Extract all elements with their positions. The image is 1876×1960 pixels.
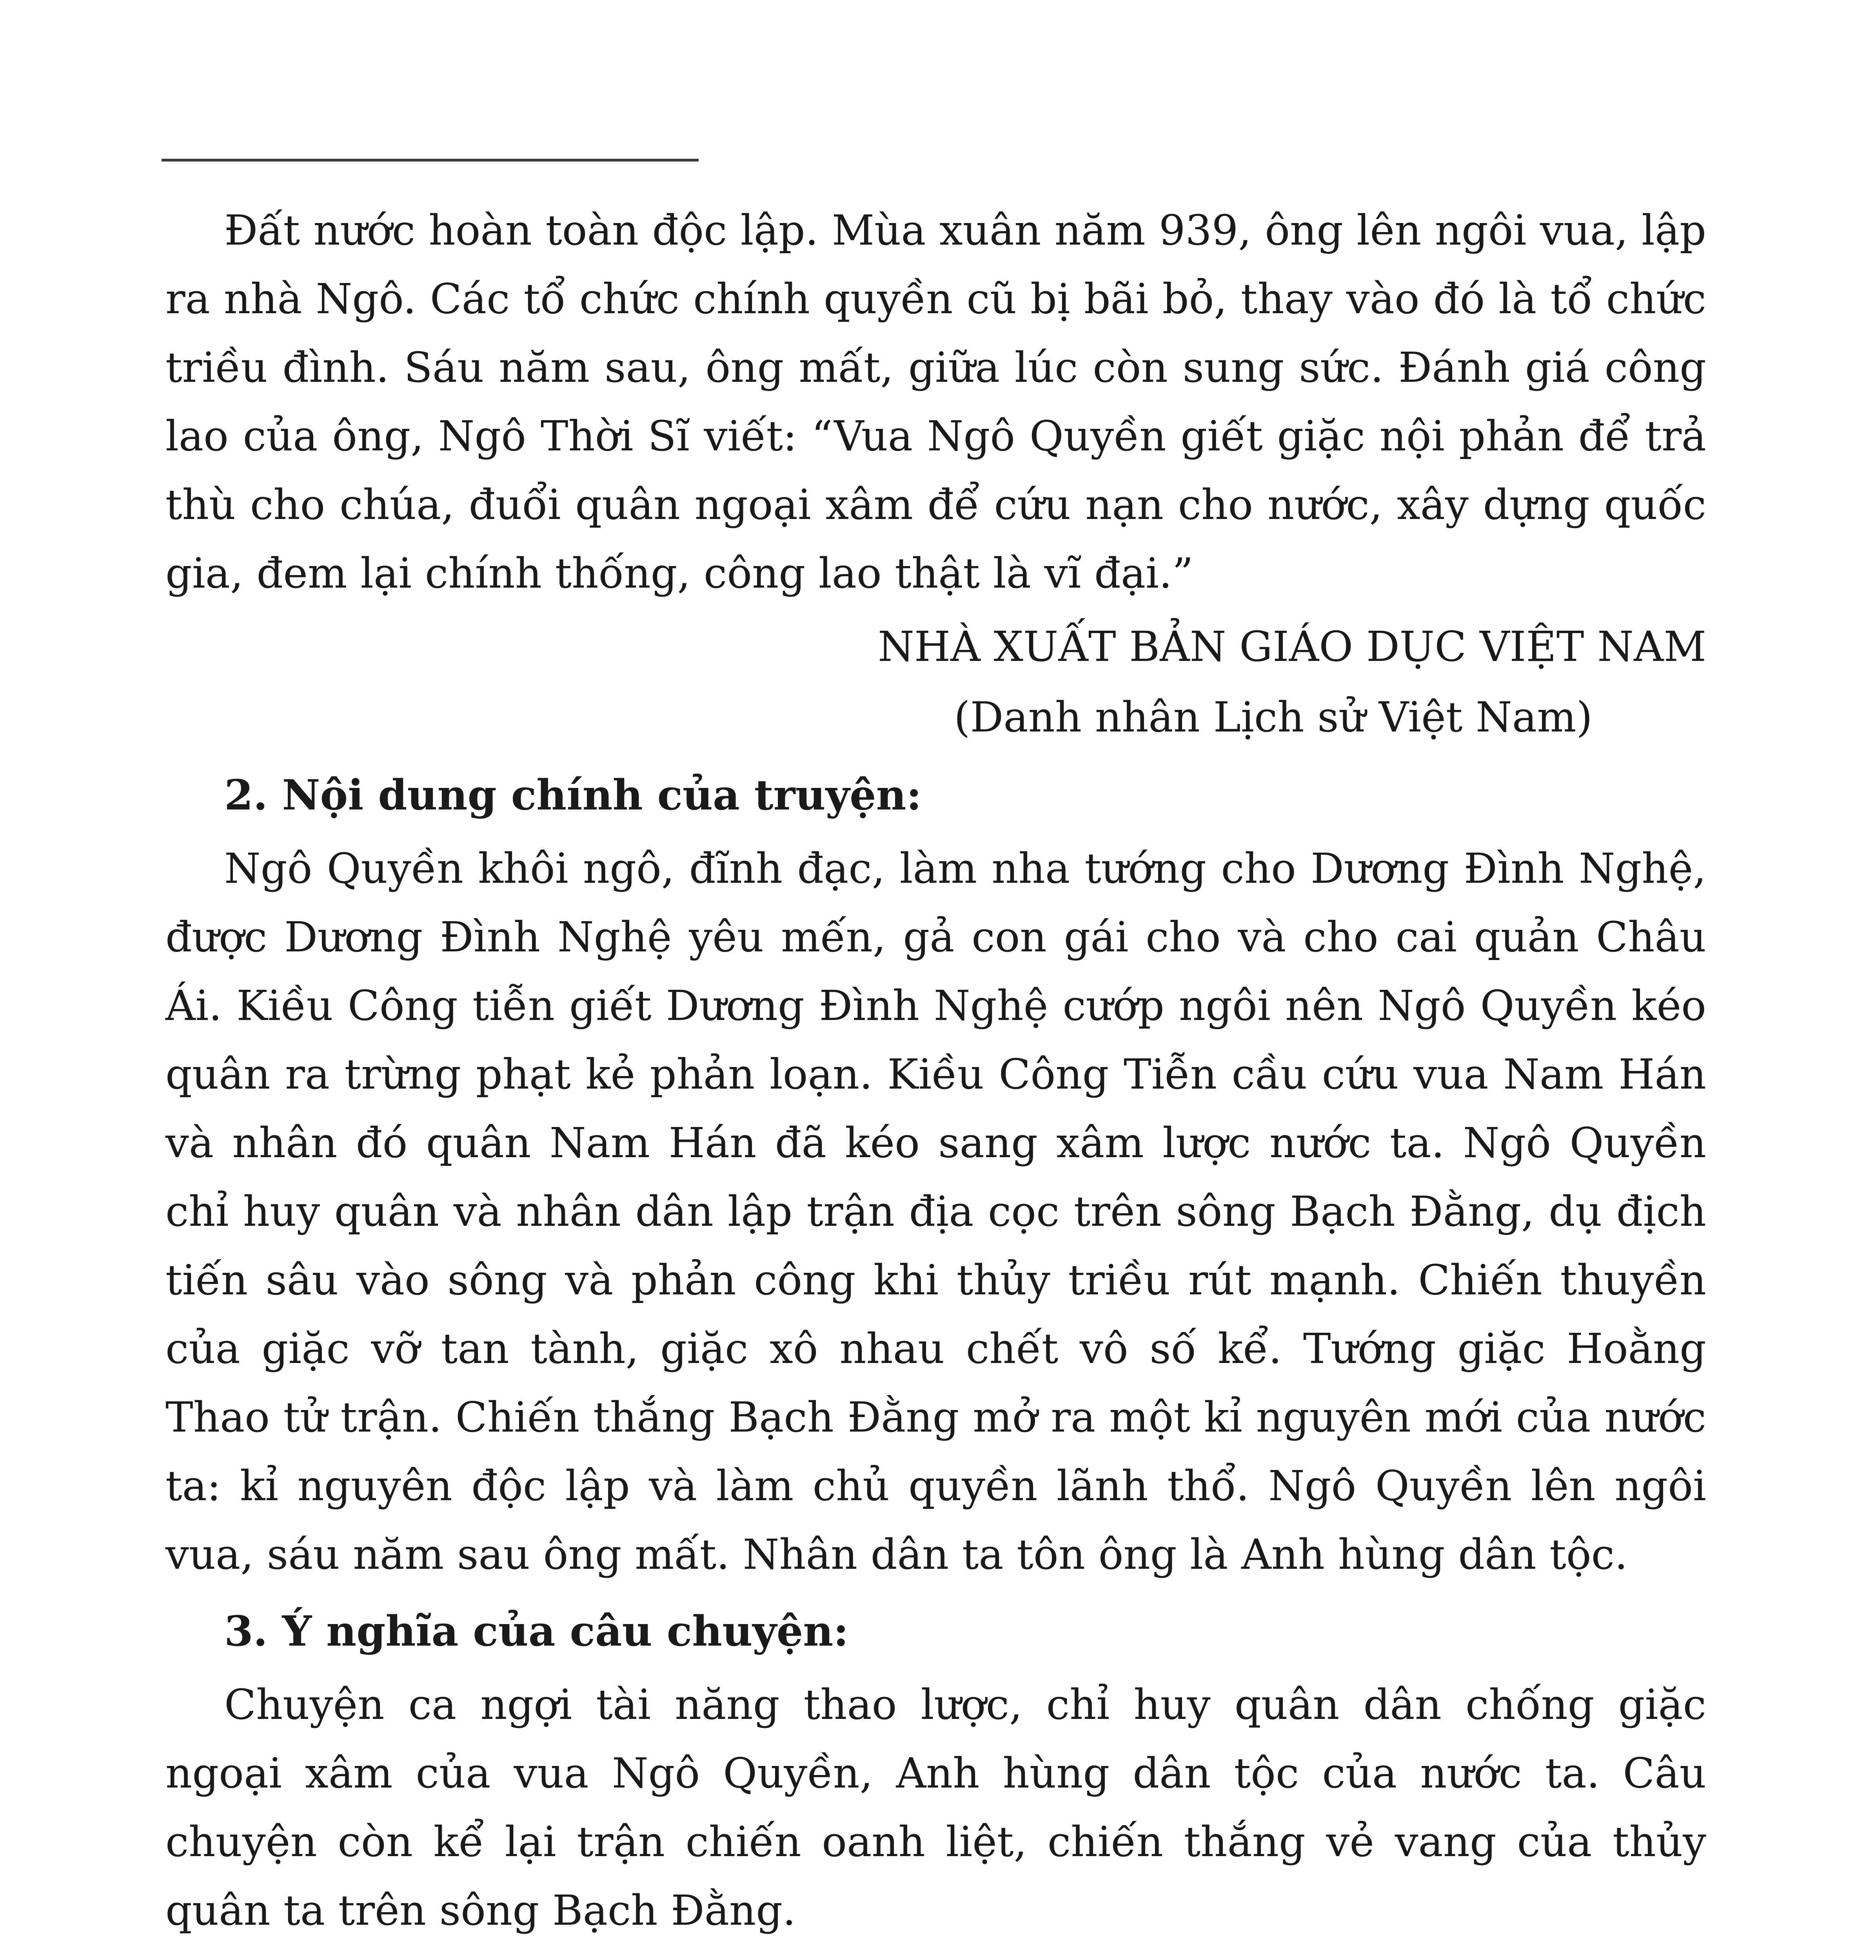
section-heading-main-content: 2. Nội dung chính của truyện: <box>224 770 922 819</box>
attribution-publisher: NHÀ XUẤT BẢN GIÁO DỤC VIỆT NAM <box>878 622 1706 671</box>
attribution-source: (Danh nhân Lịch sử Việt Nam) <box>954 693 1593 741</box>
main-content-paragraph: Ngô Quyền khôi ngô, đĩnh đạc, làm nha tướng cho Dương Đình Nghệ, được Dương Đình Nghệ yêu mến, gả con gái cho và cho cai quản Châu Ái. Kiều Công tiễn giết Dương Đình Nghệ cướp ngôi nên Ngô Quyền kéo quân ra trừng phạt kẻ phản loạn. Kiều Công Tiễn cầu cứu vua Nam Hán và nhân đó quân Nam Hán đã kéo sang xâm lược nước ta. Ngô Quyền chỉ huy quân và nhân dân lập trận địa cọc trên sông Bạch Đằng, dụ địch tiến sâu vào sông và phản công khi thủy triều rút mạnh. Chiến thuyền của giặc vỡ tan tành, giặc xô nhau chết vô số kể. Tướng giặc Hoằng Thao tử trận. Chiến thắng Bạch Đằng mở ra một kỉ nguyên mới của nước ta: kỉ nguyên độc lập và làm chủ quyền lãnh thổ. Ngô Quyền lên ngôi vua, sáu năm sau ông mất. Nhân dân ta tôn ông là Anh hùng dân tộc. <box>165 844 1706 1579</box>
page-content <box>165 196 1706 1960</box>
section-heading-meaning: 3. Ý nghĩa của câu chuyện: <box>224 1606 849 1655</box>
header-rule <box>162 159 699 162</box>
meaning-paragraph: Chuyện ca ngợi tài năng thao lược, chỉ huy quân dân chống giặc ngoại xâm của vua Ngô Quyền, Anh hùng dân tộc của nước ta. Câu chuyện còn kể lại trận chiến oanh liệt, chiến thắng vẻ vang của thủy quân ta trên sông Bạch Đằng. <box>165 1681 1706 1935</box>
continuation-paragraph: Đất nước hoàn toàn độc lập. Mùa xuân năm 939, ông lên ngôi vua, lập ra nhà Ngô. Các tổ chức chính quyền cũ bị bãi bỏ, thay vào đó là tổ chức triều đình. Sáu năm sau, ông mất, giữa lúc còn sung sức. Đánh giá công lao của ông, Ngô Thời Sĩ viết: “Vua Ngô Quyền giết giặc nội phản để trả thù cho chúa, đuổi quân ngoại xâm để cứu nạn cho nước, xây dựng quốc gia, đem lại chính thống, công lao thật là vĩ đại.” <box>165 206 1706 597</box>
